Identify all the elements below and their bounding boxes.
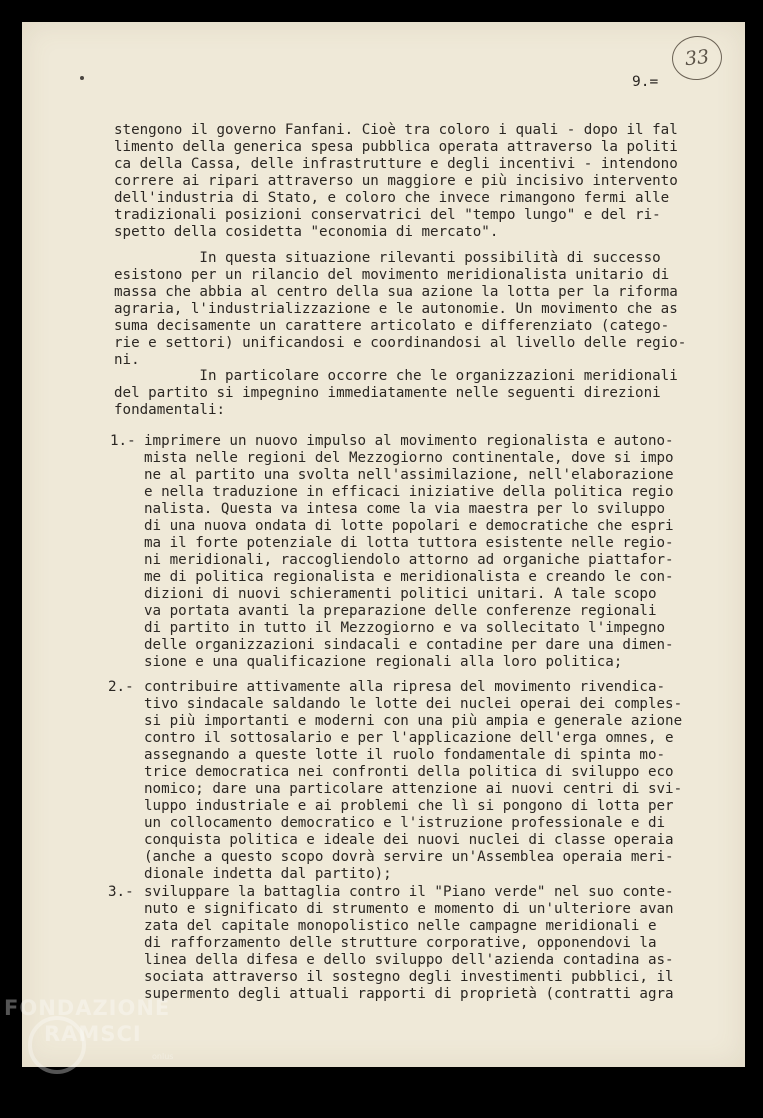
text-line: nalista. Questa va intesa come la via maestra per lo sviluppo bbox=[144, 501, 666, 517]
text-line: va portata avanti la preparazione delle conferenze regionali bbox=[144, 603, 657, 619]
text-line: trice democratica nei confronti della politica di sviluppo eco bbox=[144, 764, 674, 780]
text-line: me di politica regionalista e meridionalista e creando le con- bbox=[144, 569, 674, 585]
text-line: ne al partito una svolta nell'assimilazione, nell'elaborazione bbox=[144, 467, 674, 483]
paper-speck bbox=[80, 76, 84, 80]
text-line: stengono il governo Fanfani. Cioè tra coloro i quali - dopo il fal bbox=[114, 122, 678, 138]
text-line: di una nuova ondata di lotte popolari e democratiche che espri bbox=[144, 518, 674, 534]
list-marker: 3.- bbox=[108, 884, 134, 900]
text-line: nuto e significato di strumento e momento di un'ulteriore avan bbox=[144, 901, 674, 917]
text-line: sione e una qualificazione regionali alla loro politica; bbox=[144, 654, 623, 670]
text-line: tradizionali posizioni conservatrici del "tempo lungo" e del ri- bbox=[114, 207, 661, 223]
text-line: mista nelle regioni del Mezzogiorno continentale, dove si impo bbox=[144, 450, 674, 466]
watermark-line3: onlus bbox=[152, 1052, 174, 1061]
text-line: zata del capitale monopolistico nelle campagne meridionali e bbox=[144, 918, 657, 934]
text-line: correre ai ripari attraverso un maggiore e più incisivo intervento bbox=[114, 173, 678, 189]
text-line: assegnando a queste lotte il ruolo fondamentale di spinta mo- bbox=[144, 747, 666, 763]
text-line: delle organizzazioni sindacali e contadine per dare una dimen- bbox=[144, 637, 674, 653]
text-line: nomico; dare una particolare attenzione ai nuovi centri di svi- bbox=[144, 781, 683, 797]
text-line: In particolare occorre che le organizzazioni meridionali bbox=[114, 368, 678, 384]
text-line: supermento degli attuali rapporti di proprietà (contratti agra bbox=[144, 986, 674, 1002]
text-line: contro il sottosalario e per l'applicazione dell'erga omnes, e bbox=[144, 730, 674, 746]
fondazione-gramsci-watermark bbox=[4, 996, 194, 1080]
text-line: (anche a questo scopo dovrà servire un'Assemblea operaia meri- bbox=[144, 849, 674, 865]
text-line: e nella traduzione in efficaci iniziative della politica regio bbox=[144, 484, 674, 500]
text-line: ca della Cassa, delle infrastrutture e degli incentivi - intendono bbox=[114, 156, 678, 172]
text-line: dell'industria di Stato, e coloro che invece rimangono fermi alle bbox=[114, 190, 670, 206]
text-line: In questa situazione rilevanti possibilità di successo bbox=[114, 250, 661, 266]
page-number: 9.= bbox=[632, 74, 659, 90]
text-line: massa che abbia al centro della sua azione la lotta per la riforma bbox=[114, 284, 678, 300]
text-line: di rafforzamento delle strutture corporative, opponendovi la bbox=[144, 935, 657, 951]
text-line: del partito si impegnino immediatamente nelle seguenti direzioni bbox=[114, 385, 661, 401]
text-line: agraria, l'industrializzazione e le autonomie. Un movimento che as bbox=[114, 301, 678, 317]
text-line: imprimere un nuovo impulso al movimento regionalista e autono- bbox=[144, 433, 674, 449]
list-marker: 1.- bbox=[110, 433, 136, 449]
text-line: sociata attraverso il sostegno degli investimenti pubblici, il bbox=[144, 969, 674, 985]
list-marker: 2.- bbox=[108, 679, 134, 695]
text-line: ma il forte potenziale di lotta tuttora esistente nelle regio- bbox=[144, 535, 674, 551]
watermark-line1: FONDAZIONE bbox=[4, 996, 171, 1020]
text-line: di partito in tutto il Mezzogiorno e va sollecitato l'impegno bbox=[144, 620, 666, 636]
text-line: conquista politica e ideale dei nuovi nuclei di classe operaia bbox=[144, 832, 674, 848]
text-line: dizioni di nuovi schieramenti politici unitari. A tale scopo bbox=[144, 586, 657, 602]
text-line: ni. bbox=[114, 352, 140, 368]
archive-page-number: 33 bbox=[670, 34, 724, 83]
text-line: limento della generica spesa pubblica operata attraverso la politi bbox=[114, 139, 678, 155]
text-line: spetto della cosidetta "economia di mercato". bbox=[114, 224, 499, 240]
watermark-line2: RAMSCI bbox=[44, 1022, 142, 1046]
text-line: rie e settori) unificandosi e coordinandosi al livello delle regio- bbox=[114, 335, 687, 351]
text-line: tivo sindacale saldando le lotte dei nuclei operai dei comples- bbox=[144, 696, 683, 712]
text-line: esistono per un rilancio del movimento meridionalista unitario di bbox=[114, 267, 670, 283]
text-line: dionale indetta dal partito); bbox=[144, 866, 392, 882]
text-line: sviluppare la battaglia contro il "Piano verde" nel suo conte- bbox=[144, 884, 674, 900]
text-line: fondamentali: bbox=[114, 402, 226, 418]
text-line: suma decisamente un carattere articolato e differenziato (catego- bbox=[114, 318, 670, 334]
text-line: ni meridionali, raccogliendolo attorno ad organiche piattafor- bbox=[144, 552, 674, 568]
text-line: luppo industriale e ai problemi che lì si pongono di lotta per bbox=[144, 798, 674, 814]
text-line: contribuire attivamente alla ripresa del movimento rivendica- bbox=[144, 679, 666, 695]
text-line: linea della difesa e dello sviluppo dell'azienda contadina as- bbox=[144, 952, 674, 968]
text-line: un collocamento democratico e l'istruzione professionale e di bbox=[144, 815, 666, 831]
text-line: si più importanti e moderni con una più ampia e generale azione bbox=[144, 713, 683, 729]
